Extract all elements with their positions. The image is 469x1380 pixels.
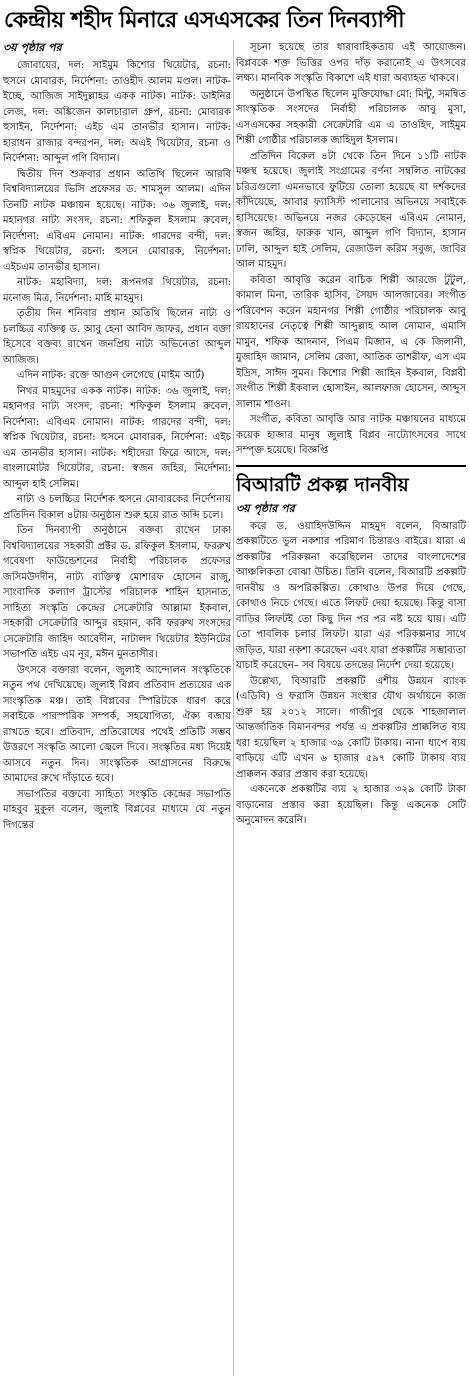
second-headline: বিআরটি প্রকল্প দানবীয়: [236, 465, 466, 501]
article-paragraph: নাটক: মহাবিদ্যা, দল: রূপনগর থিয়েটার, রচনা: মনোজ মিত্র, নির্দেশনা: মাহি মাহমুদ।: [3, 277, 231, 304]
article-paragraph: প্রতিদিন বিকেল ৪টা থেকে তিন দিনে ১১টি নাটক মঞ্চস্থ হয়েছে। জুলাই সংগ্রামের বর্ণনা সম্বলিত নাটকের চরিত্রগুলো এমনভাবে ফুটিয়ে তোলা হয়েছে যা দর্শকদের কাঁদিয়েছে, আবার ফ্যাসিস্ট পালানোর অভিনয়ে সবাইকে হাসিয়েছে। অভিনয়ে নজর কেড়েছেন এবিএম নোমান, স্বজন জহির, ফারুক খান, আব্দুল গণি বিদ্যান, হাসান ঢালি, আব্দুল হাই সেলিম, রেজাউল করিম সবুজ, জাবির আল মাহমুদ।: [236, 150, 466, 270]
article-paragraph: কবিতা আবৃত্তি করেন বাচিক শিল্পী আরজে টুটুল, কামাল মিনা, তারিক হাসিব, সৈয়দ আলজাবের। সংগীত পরিবেশন করেন মহানগর শিল্পী গোষ্ঠীর পরিচালক আবু রায়হানের নেতৃত্বে শিল্পী আব্দুল্লাহ আল নোমান, এমাসি মামুন, শফিক আদনান, পিএম মিজান, এ কে জিলানী, মুজাহিদ জামান, সেলিম রেজা, আতিক তাশরীফ, এস এম ইদ্রিস, সাঈদ সুমন। কিশোর শিল্পী জাহিন ইকবাল, বিপ্লবী সংগীত শিল্পী ইকবাল হোসাইন, আলফাজ হোসেন, আব্দুস সালাম শাওন।: [236, 274, 466, 410]
article-paragraph: অনুষ্ঠানে উপস্থিত ছিলেন মুক্তিযোদ্ধা মো: মিন্টু, সমন্বিত সাংস্কৃতিক সংসদের নির্বাহী পরিচালক আবু মুসা, এসএসকের সহকারী সেক্রেটারি এম এ তাওহিদ, সাইমুম শিল্পী গোষ্ঠীর পরিচালক জাহিদুল ইসলাম।: [236, 88, 466, 146]
article-paragraph: সূচনা হয়েছে তার ধারাবাহিকতায় এই আয়োজন। বিপ্লবকে শক্ত ভিত্তির ওপর দাঁড় করানোই এ উৎসবের লক্ষ্য। মানবিক সংস্কৃতি বিকাশে এই ধারা অব্যাহত থাকবে।: [236, 42, 466, 84]
column-divider: [233, 40, 234, 1376]
article-paragraph: তৃতীয় দিন শনিবার প্রধান অতিথি ছিলেন নাট্য ও চলচ্চিত্র ব্যক্তিত্ব ড. আবু হেনা আবিদ জাফর, প্রধান বক্তা হিসেবে বক্তব্য রাখেন জনপ্রিয় নাট্য অভিনেতা আব্দুল আজিজ।: [3, 308, 231, 366]
article-paragraph: সংগীত, কবিতা আবৃত্তি আর নাটক মঞ্চায়নের মাধ্যমে কয়েক হাজার মানুষ জুলাই বিপ্লব নাট্যোৎসবের সাথে সম্পৃক্ত হয়েছে। বিজ্ঞপ্তি: [236, 414, 466, 456]
article-paragraph: নাট্য ও চলচ্চিত্র নির্দেশক হুসনে মোবারকের নির্দেশনায় প্রতিদিন বিকাল ৪টায় অনুষ্ঠান শুরু হয়ে রাত অব্দি চলে।: [3, 494, 231, 521]
article-paragraph: নিথর মাহমুদের একক নাটক। নাটক: ৩৬ জুলাই, দল: মহানগর নাট্য সংসদ, রচনা: শফিকুল ইসলাম রুবেল, নির্দেশনা: এবিএম নোমান। নাটক: গারদের বন্দী, দল: স্বপ্নিক থিয়েটার, রচনা: হুসনে মোবারক, নির্দেশনা: এইচ এম তানভীর হাসান। নাটক: শহীদেরা ফিরে আসে, দল: বাংলামোটর থিয়েটার, রচনা: স্বজন জহির, নির্দেশনা: আব্দুল হাই সেলিম।: [3, 385, 231, 490]
article-paragraph: তিন দিনব্যাপী অনুষ্ঠানে বক্তব্য রাখেন ঢাকা বিশ্ববিদ্যালয়ের সহকারী প্রক্টর ড. রফিকুল ইসলাম, ফররুখ গবেষণা ফাউন্ডেশনের নির্বাহী পরিচালক প্রফেসর জসিমউদদীন, নাট্য ব্যক্তিত্ব মোশারফ হোসেন রাজু, সাংবাদিক কল্যাণ ট্রাস্টের পরিচালক শাহিন হাসনাত, সাহিত্য সংস্কৃতি কেন্দ্রের সেক্রেটারি আল্লামা ইকবাল, সহকারী সেক্রেটারি আব্দুর রহমান, কবি ফররুখ সংসদের সেক্রেটারি জাহিদ আবেদীন, নাটালদ থিয়েটার ইউনিটের সভাপতি এইচ এম নূর, মঈন মুনতাসীর।: [3, 525, 231, 660]
article-paragraph: একনেকে প্রকল্পটির ব্যয় ২ হাজার ৩২৯ কোটি টাকা বাড়ানোর প্রস্তাব করা হয়েছিল। কিন্তু একনেক সেটি অনুমোদন করেনি।: [236, 784, 466, 826]
article-paragraph: দ্বিতীয় দিন শুক্রবার প্রধান অতিথি ছিলেন আরবি বিশ্ববিদ্যালয়ের ভিসি প্রফেসর ড. শামসুল আলম। এদিন তিনটি নাটক মঞ্চায়ন হয়েছে। নাটক: ৩৬ জুলাই, দল: মহানগর নাট্য সংসদ, রচনা: শফিকুল ইসলাম রুবেল, নির্দেশনা: এবিএম নোমান। নাটক: গারদের বন্দী, দল: স্বপ্নিক থিয়েটার, রচনা: হুসনে মোবারক, নির্দেশনা: এইচএম তানভীর হাসান।: [3, 168, 231, 273]
main-headline: কেন্দ্রীয় শহীদ মিনারে এসএসকের তিন দিনব্যাপী: [4, 8, 405, 33]
article-paragraph: উল্লেখ্য, বিআরটি প্রকল্পটি এশীয় উন্নয়ন ব্যাংক (এডিবি) ও ফরাসি উন্নয়ন সংস্থার যৌথ অর্থায়নে কাজ শুরু হয় ২০১২ সালে। গাজীপুর থেকে শাহজালাল আন্তর্জাতিক বিমানবন্দর পর্যন্ত এ প্রকল্পটির প্রাক্কলিত ব্যয় ধরা হয়েছিল ২ হাজার ৩৯ কোটি টাকায়। নানা ধাপে ব্যয় বাড়িয়ে এটি এখন ৬ হাজার ৫৯৭ কোটি টাকায় ব্যয় প্রাক্কলন করার প্রস্তাব করা হয়েছে।: [236, 675, 466, 780]
left-column: [3, 40, 231, 1376]
continued-note: ৩য় পৃষ্ঠার পর: [3, 41, 62, 54]
article-paragraph: উৎসবে বক্তারা বলেন, জুলাই আন্দোলন সংস্কৃতিকে নতুন পথ দেখিয়েছে। জুলাই বিপ্লব প্রতিবাদ প্রত্যয়ের এক সাংস্কৃতিক মঞ্চ। তাই বিপ্লবের স্পিরিটকে ধারণ করে সবাইকে পারস্পরিক সম্পর্ক, সহযোগিতা, ঐক্য বজায় রাখতে হবে। প্রতিবাদ, প্রতিরোধের পথেই প্রতিটি সম্ভব উত্তরণে সংস্কৃতি আলো জ্বেলে দিবে। সংস্কৃতির মধ্য দিয়েই আসবে নতুন দিন। সাংস্কৃতিক আগ্রাসনের বিরুদ্ধে আমাদের রুখে দাঁড়াতে হবে।: [3, 664, 231, 784]
article-paragraph: করে ড. ওয়াহিদউদ্দিন মাহমুদ বলেন, বিআরটি প্রকল্পটিতে ভুল নকশার পরিমাণ চিন্তারও বাইরে। যারা এ প্রকল্পটির পরিকল্পনা করেছিলেন তাদের বাংলাদেশের আঞ্চলিকতা বোঝা উচিত। তিনি বলেন, বিআরটি প্রকল্পটি দানবীয় ও অপরিকল্পিত। কোথাও উপর দিয়ে গেছে, কোথাও নিচে গেছে। এতে লিফট দেয়া হয়েছে। কিন্তু বাসা বাড়ির লিফটই তো কিছু দিন পর পর নষ্ট হয়ে যায়। এটি তো পাবলিক চলার লিফট। যারা এর পরিকল্পনার সাথে জড়িত, যারা নকশা করেছেন এবং যারা প্রকল্পটির সম্ভাব্যতা যাচাই করেছেন– সব বিষয়ে তদন্তের নির্দেশ দেয়া হয়েছে।: [236, 520, 466, 671]
article-paragraph: এদিন নাটক: রক্তে আগুন লেগেছে (মাইম আর্ট): [17, 370, 205, 381]
article-paragraph: সভাপতির বক্তব্যে সাহিত্য সংস্কৃতি কেন্দ্রের সভাপতি মাহবুব মুকুল বলেন, জুলাই বিপ্লবের মাধ্যমে যে নতুন দিগন্তের: [3, 788, 231, 831]
article-paragraph: জোবায়ের, দল: সাইমুম কিশোর থিয়েটার, রচনা: হুসনে মোবারক, নির্দেশনা: তাওহীদ আলম মণ্ডল। নাটক- ইচ্ছে, আজিজ সাইদুল্লাহর একক নাটক। নাটক: ডাইনির লেজ, দল: অঙ্কিজেন কালচারাল গ্রুপ, রচনা: মোবারক হুসাইন, নির্দেশনা: এইচ এম তানভীর হাসান। নাটক: হারাধন রাজার বন্দরপন, দল: অএই থিয়েটার, রচনা ও নির্দেশনা: আব্দুল গণি বিদ্যান।: [3, 60, 231, 164]
right-column: [236, 40, 466, 1376]
continued-note: ৩য় পৃষ্ঠার পর: [236, 501, 295, 515]
